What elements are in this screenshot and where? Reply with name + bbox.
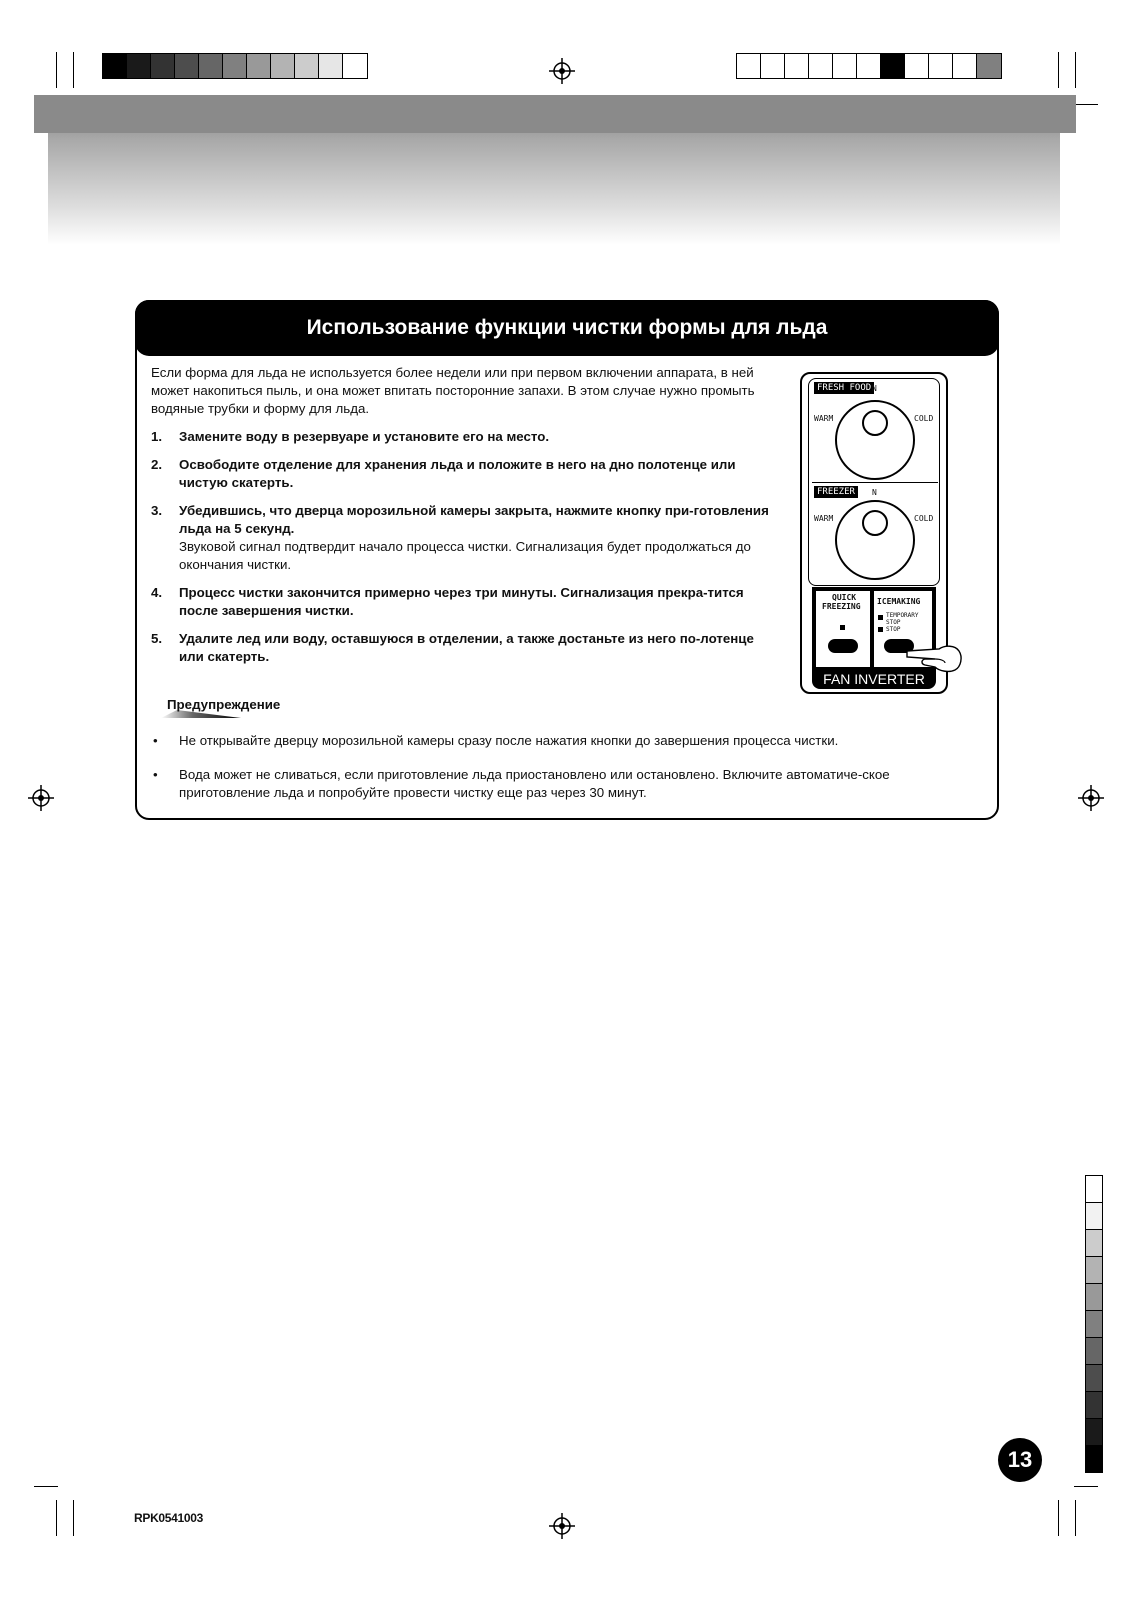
registration-mark-icon [549, 58, 575, 84]
control-panel-illustration: FRESH FOOD N WARM COLD FREEZER N WARM COLD QUICK FREEZING ICEMAKING TEMPORARY STOP STOP FAN INVERTER [800, 372, 948, 694]
color-calibration-strip-right [736, 53, 1002, 79]
color-swatch [977, 54, 1001, 78]
quick-freezing-button [828, 639, 858, 653]
freezer-knob-icon [862, 510, 888, 536]
color-swatch [1086, 1338, 1102, 1365]
color-swatch [127, 54, 151, 78]
freezer-label: FREEZER [814, 486, 858, 498]
fresh-food-label: FRESH FOOD [814, 382, 874, 394]
color-swatch [271, 54, 295, 78]
crop-mark [1075, 52, 1076, 88]
registration-mark-icon [549, 1513, 575, 1539]
crop-mark [1074, 1486, 1098, 1487]
crop-mark [34, 1486, 58, 1487]
steps-list [151, 428, 781, 676]
color-swatch [881, 54, 905, 78]
document-code: RPK0541003 [134, 1511, 204, 1525]
color-swatch [929, 54, 953, 78]
color-swatch [1086, 1311, 1102, 1338]
color-swatch [761, 54, 785, 78]
color-swatch [1086, 1257, 1102, 1284]
color-swatch [1086, 1230, 1102, 1257]
crop-mark [73, 1500, 74, 1536]
list-item: 4. Процесс чистки закончится примерно через три минуты. Сигнализация прекра-тится после завершения чистки. [151, 585, 744, 618]
color-swatch [343, 54, 367, 78]
warning-list [151, 732, 971, 818]
color-swatch [857, 54, 881, 78]
color-swatch [1086, 1419, 1102, 1446]
color-swatch [1086, 1365, 1102, 1392]
header-band [34, 95, 1076, 245]
color-swatch [319, 54, 343, 78]
color-swatch [103, 54, 127, 78]
list-item: 1. Замените воду в резервуаре и установите его на место. [151, 429, 550, 444]
color-swatch [199, 54, 223, 78]
crop-mark [56, 52, 57, 88]
crop-mark [1058, 52, 1059, 88]
color-swatch [1086, 1284, 1102, 1311]
list-item: • Вода может не сливаться, если приготовление льда приостановлено или остановлено. Включите автоматиче-ское приготовление льда и попробуйте провести чистку еще раз через 30 минут. [153, 767, 890, 800]
color-calibration-strip-vertical [1085, 1175, 1103, 1473]
color-swatch [809, 54, 833, 78]
fresh-food-knob-icon [862, 410, 888, 436]
color-swatch [1086, 1392, 1102, 1419]
color-swatch [1086, 1446, 1102, 1472]
registration-mark-icon [28, 785, 54, 811]
section-title: Использование функции чистки формы для льда [135, 300, 999, 356]
list-item: 5. Удалите лед или воду, оставшуюся в отделении, а также достаньте из него по-лотенце или скатерть. [151, 631, 754, 664]
list-item: 3. Убедившись, что дверца морозильной камеры закрыта, нажмите кнопку при-готовления льда на 5 секунд. Звуковой сигнал подтвердит начало процесса чистки. Сигнализация будет продолжаться до окончания чистки. [151, 503, 769, 572]
intro-paragraph: Если форма для льда не используется более недели или при первом включении аппарата, в ней может накопиться пыль, и она может впитать посторонние запахи. В этом случае нужно промыть водяные трубки и форму для льда. [151, 365, 755, 416]
pointing-hand-icon [905, 637, 965, 677]
color-swatch [905, 54, 929, 78]
crop-mark [1075, 1500, 1076, 1536]
crop-mark [56, 1500, 57, 1536]
registration-mark-icon [1078, 785, 1104, 811]
page-number: 13 [998, 1438, 1042, 1482]
button-panel: QUICK FREEZING ICEMAKING TEMPORARY STOP STOP FAN INVERTER [812, 587, 936, 689]
color-swatch [1086, 1176, 1102, 1203]
color-swatch [175, 54, 199, 78]
fan-inverter-label: FAN INVERTER [823, 671, 925, 687]
color-swatch [295, 54, 319, 78]
crop-mark [1058, 1500, 1059, 1536]
color-calibration-strip-left [102, 53, 368, 79]
color-swatch [953, 54, 977, 78]
color-swatch [151, 54, 175, 78]
color-swatch [833, 54, 857, 78]
color-swatch [785, 54, 809, 78]
crop-mark [73, 52, 74, 88]
list-item: • Не открывайте дверцу морозильной камеры сразу после нажатия кнопки до завершения процесса чистки. [153, 733, 839, 748]
list-item: 2. Освободите отделение для хранения льда и положите в него на дно полотенце или чистую скатерть. [151, 457, 736, 490]
color-swatch [247, 54, 271, 78]
warning-heading: Предупреждение [167, 697, 281, 712]
crop-mark [1074, 104, 1098, 105]
color-swatch [737, 54, 761, 78]
color-swatch [1086, 1203, 1102, 1230]
color-swatch [223, 54, 247, 78]
